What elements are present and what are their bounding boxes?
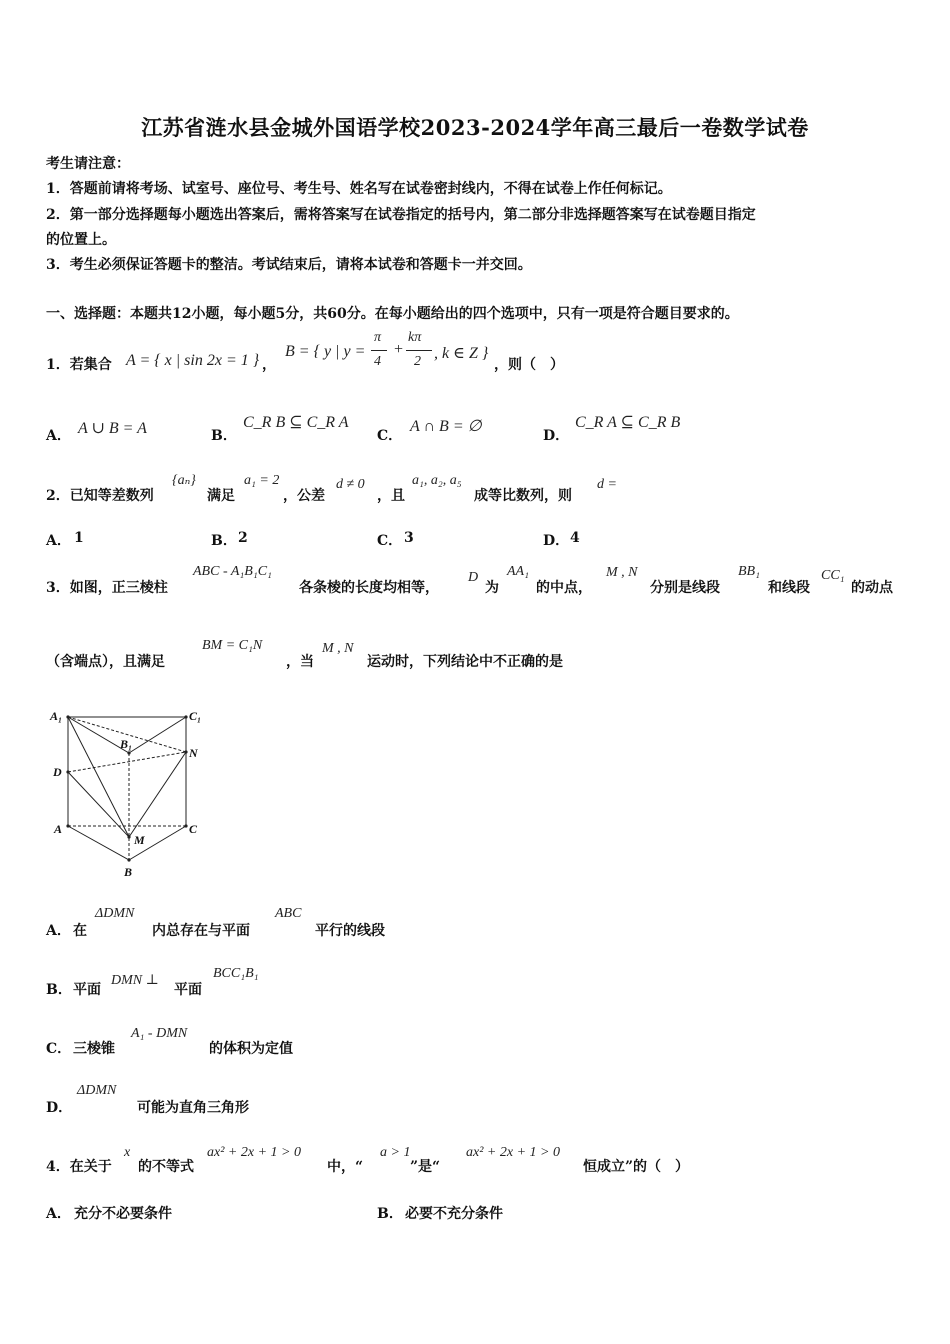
notice-item: 1．答题前请将考场、试室号、座位号、考生号、姓名写在试卷密封线内，不得在试卷上作任何标记。: [46, 181, 672, 197]
q2-text: ，且: [377, 488, 405, 504]
q1-frac2-den: 2: [414, 354, 421, 369]
q4-text: 的不等式: [138, 1159, 194, 1175]
q2-cond: a₁ = 2: [244, 473, 280, 488]
q1-set-b-suffix: , k ∈ Z }: [434, 345, 489, 362]
q2-text: 满足: [207, 488, 235, 504]
label-a1: A₁: [50, 709, 63, 723]
q3-option-c-text[interactable]: 三棱锥: [73, 1041, 115, 1057]
q3-option-c-text[interactable]: 的体积为定值: [209, 1041, 293, 1057]
q3-text: 运动时，下列结论中不正确的是: [367, 654, 563, 670]
q3-text: 的动点: [851, 580, 893, 596]
q4-option-a[interactable]: 充分不必要条件: [74, 1206, 172, 1222]
q3-math: M , N: [606, 565, 638, 580]
q2-option-a-label: A．: [46, 533, 71, 549]
q4-text: 中，“: [327, 1159, 364, 1175]
q4-text: ”是“: [410, 1159, 441, 1175]
edge-ab: [68, 826, 129, 860]
q2-cond: a₁, a₂, a₅: [412, 473, 462, 488]
notice-item: 3．考生必须保证答题卡的整洁。考试结束后，请将本试卷和答题卡一并交回。: [46, 257, 532, 273]
q3-text: 为: [485, 580, 499, 596]
q4-text: 恒成立”的（ ）: [583, 1159, 690, 1175]
label-a: A: [54, 822, 63, 836]
q4-math: ax² + 2x + 1 > 0: [466, 1145, 560, 1160]
q4-option-a-label: A．: [46, 1206, 71, 1222]
section-heading: 一、选择题：本题共12小题，每小题5分，共60分。在每小题给出的四个选项中，只有一项是符合题目要求的。: [46, 306, 739, 322]
label-n: N: [189, 746, 198, 760]
q1-option-c[interactable]: A ∩ B = ∅: [410, 418, 482, 435]
q4-stem: 4．在关于: [46, 1159, 112, 1175]
q2-option-c-label: C．: [377, 533, 403, 549]
q1-stem: 1．若集合: [46, 357, 112, 373]
q3-text: 各条棱的长度均相等，: [299, 580, 439, 596]
q3-option-b-label: B．: [46, 982, 72, 998]
q2-text: ，公差: [283, 488, 325, 504]
q4-option-b-label: B．: [377, 1206, 403, 1222]
q2-option-b-label: B．: [211, 533, 237, 549]
q3-option-b-text[interactable]: 平面: [174, 982, 202, 998]
q2-text: 成等比数列，则: [474, 488, 572, 504]
q3-text: 和线段: [768, 580, 810, 596]
q2-stem: 2．已知等差数列: [46, 488, 154, 504]
q3-option-b-math: BCC₁B₁: [213, 966, 259, 981]
q3-option-a-text[interactable]: 在: [73, 923, 87, 939]
q3-option-b-math: DMN ⊥: [111, 973, 159, 988]
q1-option-d-label: D．: [543, 428, 570, 444]
q3-option-d-label: D．: [46, 1100, 73, 1116]
q3-text: （含端点），且满足: [46, 654, 165, 670]
edge-mn: [129, 752, 186, 837]
q3-option-a-math: ABC: [275, 906, 302, 921]
q1-plus: +: [393, 341, 404, 358]
notice-item: 2．第一部分选择题每小题选出答案后，需将答案写在试卷指定的括号内，第二部分非选择题答案写在试卷题目指定: [46, 207, 756, 223]
q2-cond: d =: [597, 477, 617, 492]
edge-dm: [68, 772, 129, 837]
q3-stem: 3．如图，正三棱柱: [46, 580, 168, 596]
q3-option-a-text[interactable]: 内总存在与平面: [152, 923, 250, 939]
edge-dn: [68, 752, 186, 772]
q2-option-d-label: D．: [543, 533, 570, 549]
q3-option-a-text[interactable]: 平行的线段: [315, 923, 385, 939]
q3-math: M , N: [322, 641, 354, 656]
q2-option-b[interactable]: 2: [238, 530, 248, 546]
q3-option-d-text[interactable]: 可能为直角三角形: [137, 1100, 249, 1116]
q4-math: a > 1: [380, 1145, 411, 1160]
q3-text: 的中点，: [536, 580, 592, 596]
q2-option-c[interactable]: 3: [404, 530, 414, 546]
notice-item: 的位置上。: [46, 232, 116, 248]
q2-option-a[interactable]: 1: [74, 530, 84, 546]
q3-math: BM = C₁N: [202, 638, 263, 653]
q1-frac2-num: kπ: [408, 330, 422, 345]
notice-heading: 考生请注意：: [46, 156, 130, 172]
label-c1: C₁: [189, 709, 202, 723]
q4-math: x: [124, 1145, 131, 1160]
q1-tail: ，则（ ）: [494, 357, 564, 373]
q1-option-c-label: C．: [377, 428, 403, 444]
q1-option-b[interactable]: C_R B ⊆ C_R A: [243, 414, 349, 431]
q3-option-a-label: A．: [46, 923, 71, 939]
label-b1: B₁: [120, 737, 133, 751]
q2-option-d[interactable]: 4: [570, 530, 580, 546]
q4-option-b[interactable]: 必要不充分条件: [405, 1206, 503, 1222]
q3-option-c-label: C．: [46, 1041, 72, 1057]
q3-math: BB₁: [738, 564, 760, 579]
q3-math: AA₁: [507, 564, 529, 579]
label-m: M: [134, 833, 145, 847]
q3-text: 分别是线段: [650, 580, 720, 596]
q3-text: ，当: [286, 654, 314, 670]
label-b: B: [124, 865, 133, 879]
label-c: C: [189, 822, 198, 836]
q1-frac1-num: π: [374, 330, 382, 345]
q3-option-b-text[interactable]: 平面: [73, 982, 101, 998]
q1-set-a: A = { x | sin 2x = 1 }: [126, 352, 260, 369]
q1-frac1-den: 4: [374, 354, 381, 369]
q1-option-b-label: B．: [211, 428, 237, 444]
q4-math: ax² + 2x + 1 > 0: [207, 1145, 301, 1160]
q2-cond: d ≠ 0: [336, 477, 365, 492]
q3-math: CC₁: [821, 568, 845, 583]
q1-option-d[interactable]: C_R A ⊆ C_R B: [575, 414, 681, 431]
q3-math: ABC - A₁B₁C₁: [193, 564, 272, 579]
prism-figure: [40, 700, 220, 885]
q2-seq: {aₙ}: [172, 473, 196, 488]
q1-frac2-bar: [406, 350, 432, 351]
edge-b1c1: [129, 717, 186, 753]
q1-frac1-bar: [371, 350, 387, 351]
q3-option-d-math: ΔDMN: [77, 1083, 117, 1098]
q3-option-c-math: A₁ - DMN: [131, 1026, 188, 1041]
q1-option-a-label: A．: [46, 428, 71, 444]
page-title: 江苏省涟水县金城外国语学校2023-2024学年高三最后一卷数学试卷: [141, 115, 809, 140]
q3-math: D: [468, 570, 479, 585]
q1-option-a[interactable]: A ∪ B = A: [78, 420, 147, 437]
q3-option-a-math: ΔDMN: [95, 906, 135, 921]
q1-comma: ，: [262, 357, 276, 373]
label-d: D: [53, 765, 62, 779]
q1-set-b-prefix: B = { y | y =: [285, 343, 366, 360]
